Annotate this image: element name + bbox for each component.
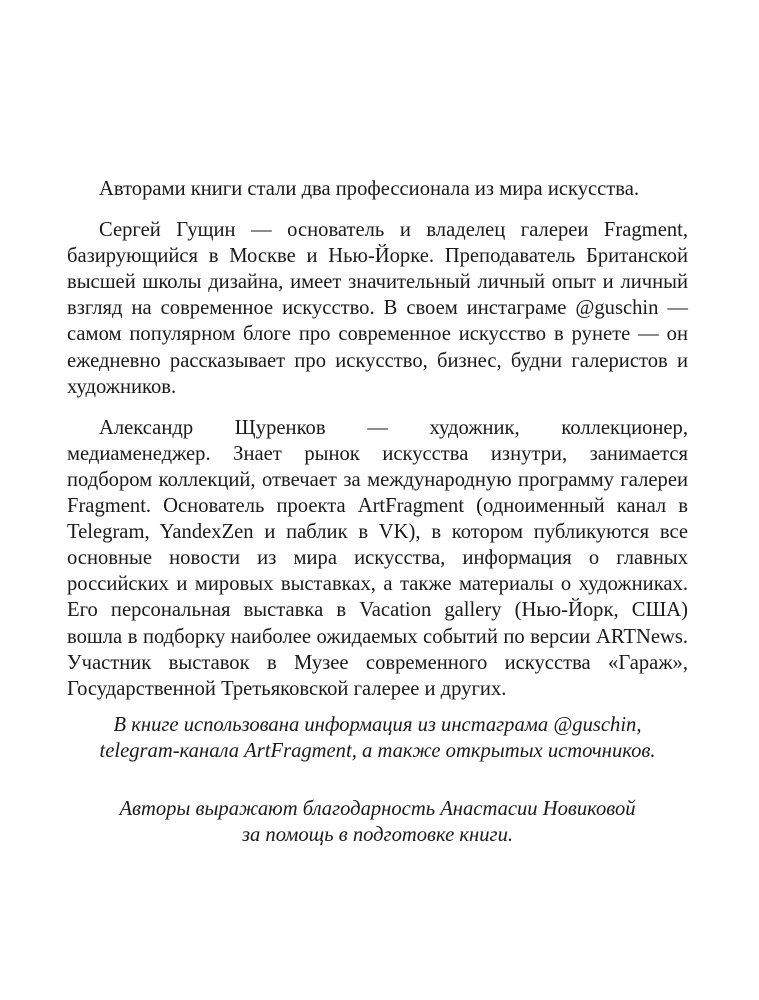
sources-note-line: telegram-канала ArtFragment, а также открытых источников. [99,740,656,763]
shchurenkov-paragraph: Александр Щуренков — художник, коллекционер, медиаменеджер. Знает рынок искусства изнутри, занимается подбором коллекций, отвечает за международную программу галереи Fragment. Основатель проекта ArtFragment (одноименный канал в Telegram, YandexZen и паблик в VK), в котором публикуются все основные новости из мира искусства, информация о главных российских и мировых выставках, а также материалы о художниках. Его персональная выставка в Vacation gallery (Нью-Йорк, США) вошла в подборку наиболее ожидаемых событий по версии ARTNews. Участник выставок в Музее современного искусства «Гараж», Государственной Третьяковской галерее и других. [67,416,688,700]
acknowledgement-line: Авторы выражают благодарность Анастасии Новиковой [119,798,636,820]
authors-description [67,176,688,717]
sources-note-line: В книге использована информация из инстаграма @guschin, [113,714,642,736]
acknowledgement-line: за помощь в подготовке книги. [241,824,514,847]
guschin-paragraph: Сергей Гущин — основатель и владелец галереи Fragment, базирующийся в Москве и Нью-Йорке. Преподаватель Британской высшей школы дизайна, имеет значительный личный опыт и личный взгляд на современное искусство. В своем инстаграме @guschin — самом популярном блоге про современное искусство в рунете — он ежедневно рассказывает про искусство, бизнес, будни галеристов и художников. [67,219,688,398]
sources-note [67,712,688,764]
acknowledgement-note [67,796,688,848]
lead-paragraph: Авторами книги стали два профессионала из мира искусства. [99,178,640,200]
